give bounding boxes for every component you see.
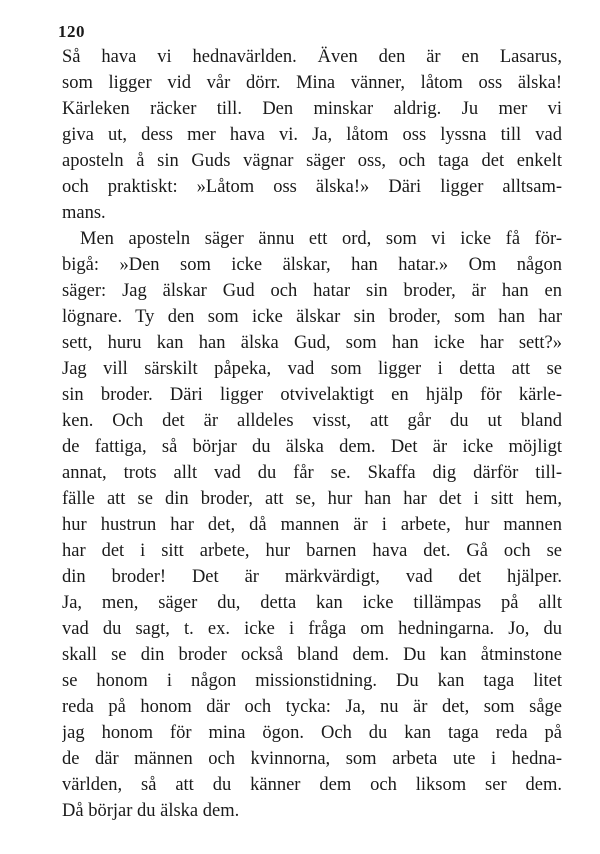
text-line: har det i sitt arbete, hur barnen hava det. Gå och se — [62, 541, 562, 561]
text-line: ken. Och det är alldeles visst, att går du ut bland — [62, 411, 562, 431]
text-line: de där männen och kvinnorna, som arbeta ute i hedna- — [62, 749, 562, 769]
text-line: jag honom för mina ögon. Och du kan taga reda på — [62, 723, 562, 743]
text-line: Men aposteln säger ännu ett ord, som vi icke få för- — [80, 229, 562, 249]
text-line: Kärleken räcker till. Den minskar aldrig. Ju mer vi — [62, 99, 562, 119]
text-line: fälle att se din broder, att se, hur han har det i sitt hem, — [62, 489, 562, 509]
text-line: Så hava vi hednavärlden. Även den är en Lasarus, — [62, 47, 562, 67]
text-line: aposteln å sin Guds vägnar säger oss, och taga det enkelt — [62, 151, 562, 171]
text-line: som ligger vid vår dörr. Mina vänner, låtom oss älska! — [62, 73, 562, 93]
paragraph-2 — [62, 226, 562, 824]
text-line: Då börjar du älska dem. — [62, 801, 240, 821]
text-line: din broder! Det är märkvärdigt, vad det hjälper. — [62, 567, 562, 587]
text-line: säger: Jag älskar Gud och hatar sin broder, är han en — [62, 281, 562, 301]
text-line: giva ut, dess mer hava vi. Ja, låtom oss lyssna till vad — [62, 125, 562, 145]
text-line: vad du sagt, t. ex. icke i fråga om hedningarna. Jo, du — [62, 619, 562, 639]
text-line: reda på honom där och tycka: Ja, nu är det, som såge — [62, 697, 562, 717]
text-line: mans. — [62, 203, 106, 223]
text-line: hur hustrun har det, då mannen är i arbete, hur mannen — [62, 515, 562, 535]
text-line: världen, så att du känner dem och liksom ser dem. — [62, 775, 562, 795]
text-line: sin broder. Däri ligger otvivelaktigt en hjälp för kärle- — [62, 385, 562, 405]
text-line: Jag vill särskilt påpeka, vad som ligger i detta att se — [62, 359, 562, 379]
page-number: 120 — [58, 22, 85, 41]
text-line: Ja, men, säger du, detta kan icke tillämpas på allt — [62, 593, 562, 613]
text-line: bigå: »Den som icke älskar, han hatar.» Om någon — [62, 255, 562, 275]
text-line: och praktiskt: »Låtom oss älska!» Däri ligger alltsam- — [62, 177, 562, 197]
text-line: skall se din broder också bland dem. Du kan åtminstone — [62, 645, 562, 665]
text-line: de fattiga, så börjar du älska dem. Det är icke möjligt — [62, 437, 562, 457]
text-line: sett, huru kan han älska Gud, som han icke har sett?» — [62, 333, 562, 353]
text-line: annat, trots allt vad du får se. Skaffa dig därför till- — [62, 463, 562, 483]
text-line: se honom i någon missionstidning. Du kan taga litet — [62, 671, 562, 691]
text-line: lögnare. Ty den som icke älskar sin broder, som han har — [62, 307, 562, 327]
paragraph-1 — [62, 44, 562, 226]
body-text — [62, 44, 562, 824]
